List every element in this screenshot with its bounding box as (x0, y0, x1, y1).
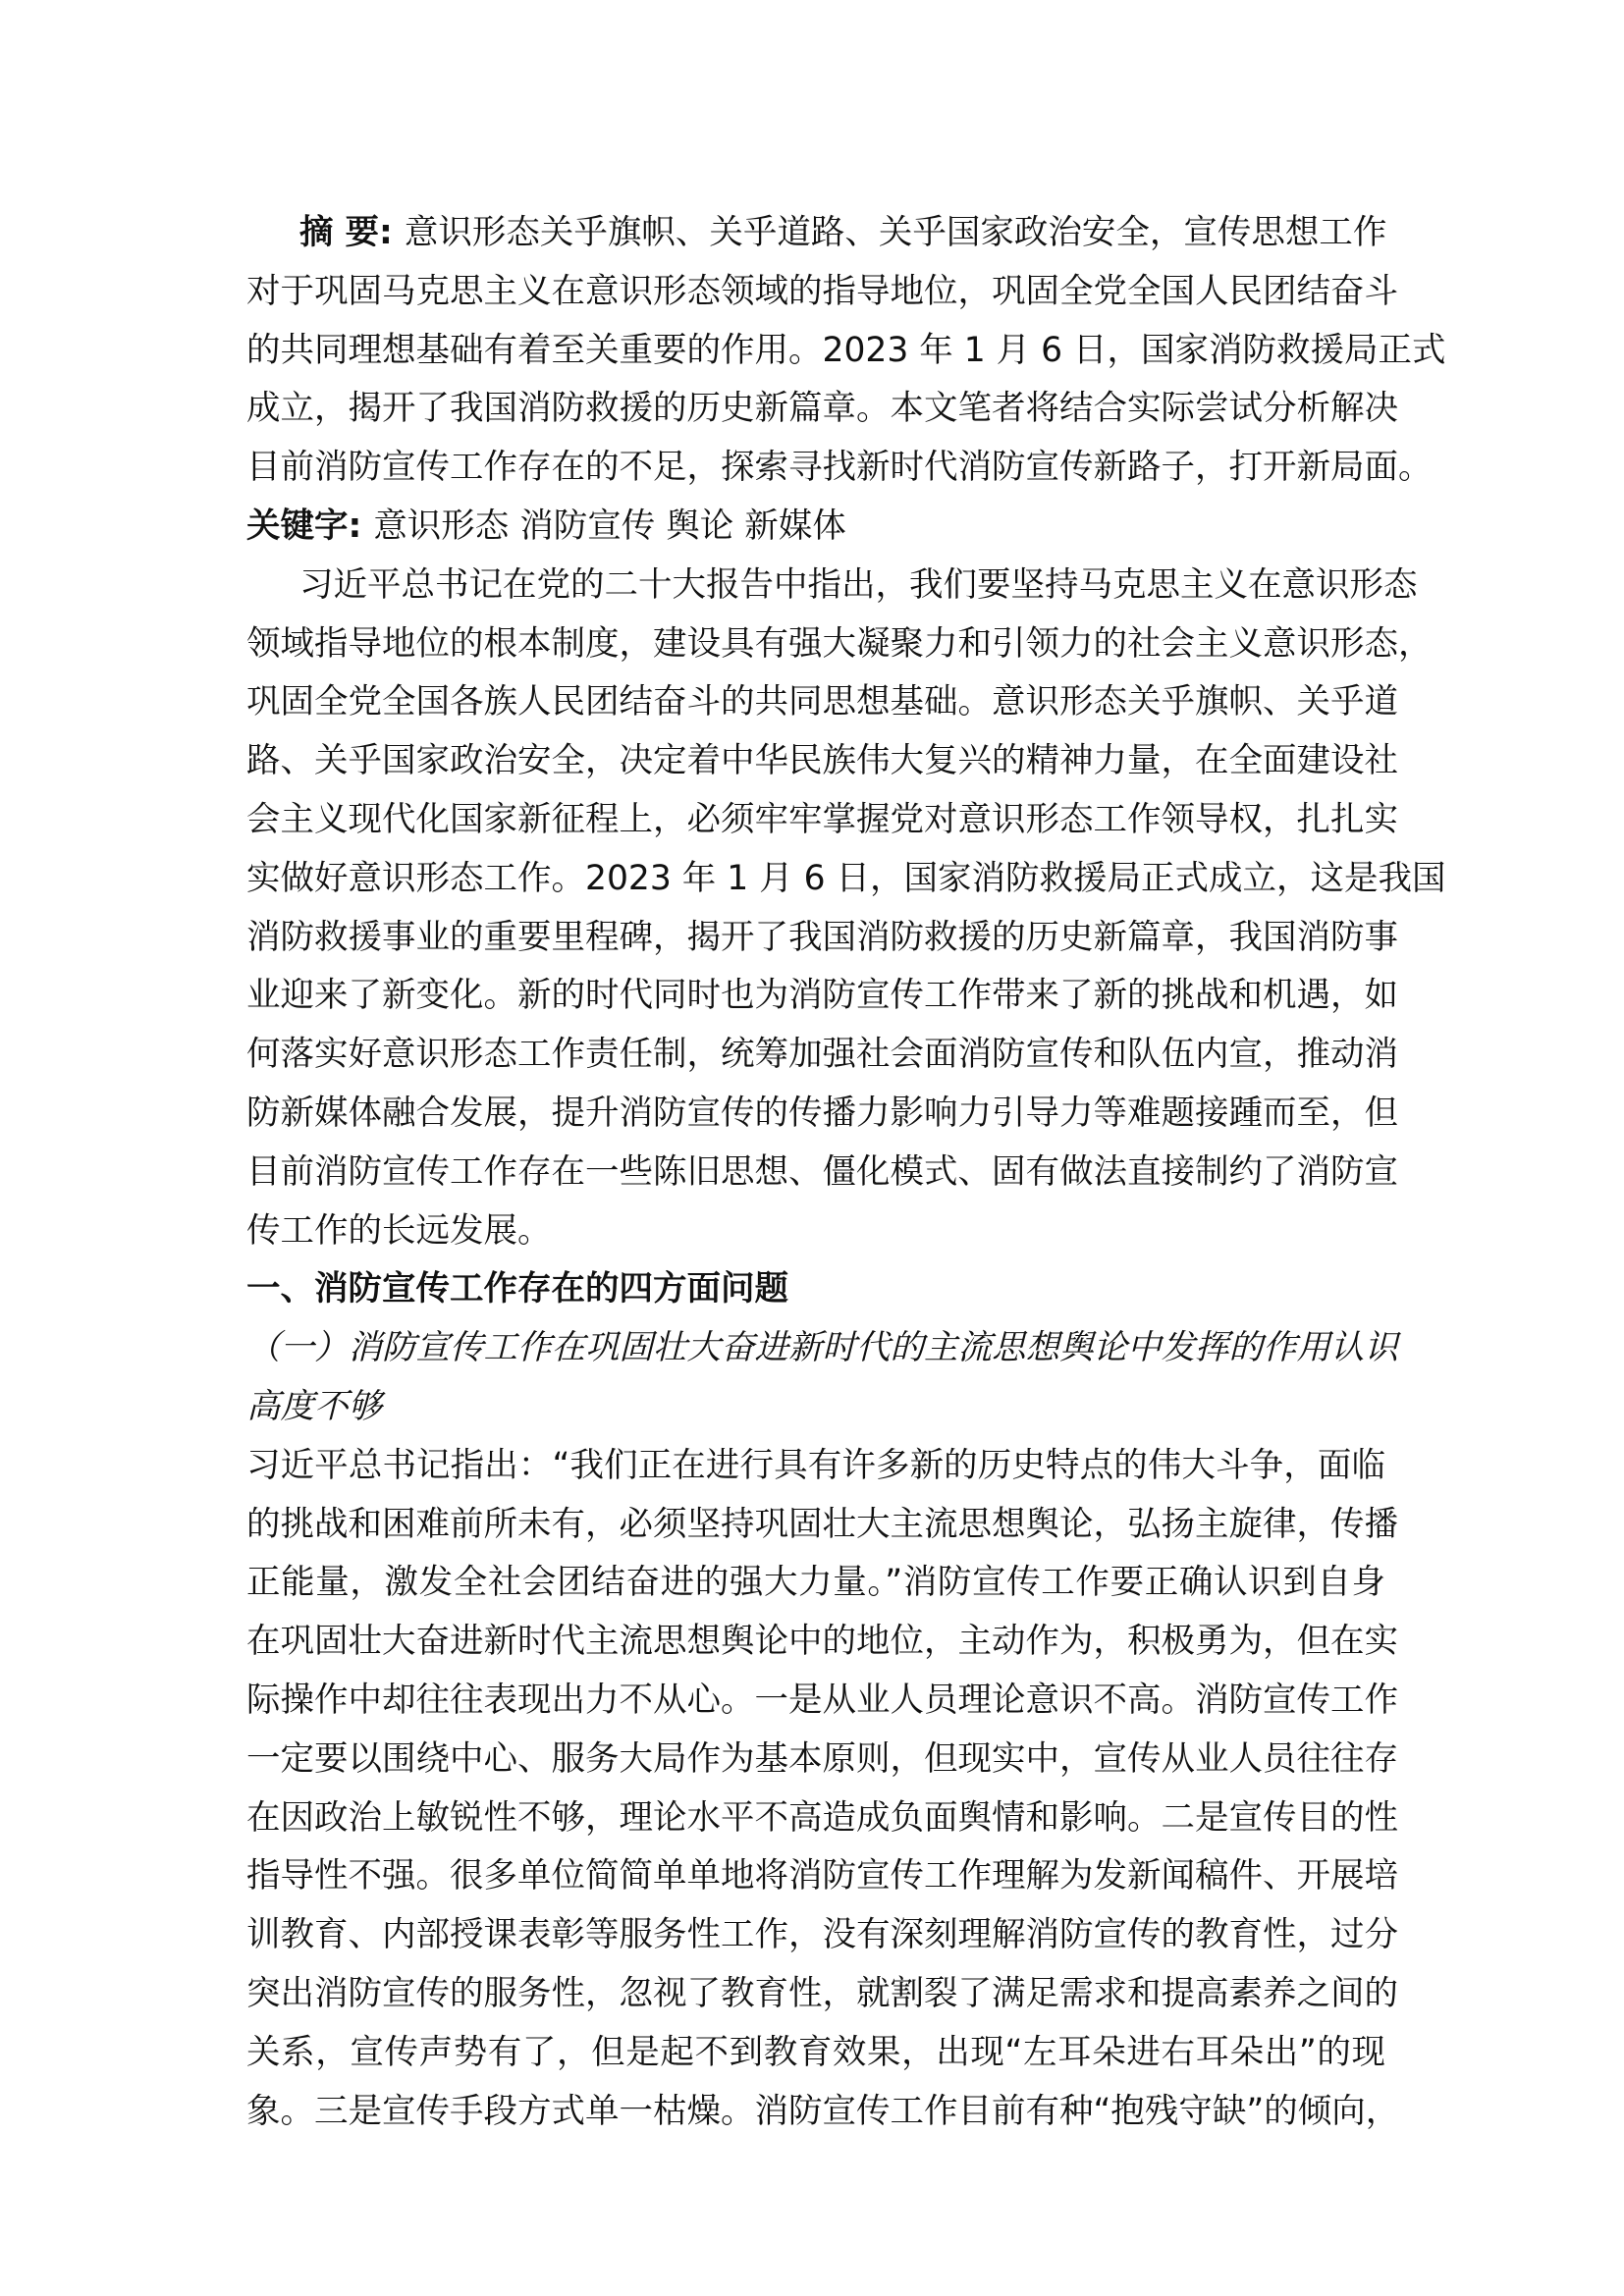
body-paragraph-line: 一定要以围绕中心、服务大局作为基本原则，但现实中，宣传从业人员往往存 (246, 1738, 1398, 1779)
abstract-line: 目前消防宣传工作存在的不足，探索寻找新时代消防宣传新路子，打开新局面。 (246, 448, 1433, 488)
intro-paragraph-line: 巩固全党全国各族人民团结奋斗的共同思想基础。意识形态关乎旗帜、关乎道 (246, 682, 1398, 722)
intro-paragraph-line: 何落实好意识形态工作责任制，统筹加强社会面消防宣传和队伍内宣，推动消 (246, 1035, 1398, 1075)
abstract-line-text: 意识形态关乎旗帜、关乎道路、关乎国家政治安全，宣传思想工作 (404, 213, 1387, 252)
abstract-label: 摘 要: (299, 213, 405, 252)
intro-paragraph-line: 实做好意识形态工作。2023 年 1 月 6 日，国家消防救援局正式成立，这是我国 (246, 858, 1446, 898)
subsection-heading-line: 高度不够 (246, 1387, 382, 1426)
keywords-line-text: 意识形态 消防宣传 舆论 新媒体 (373, 507, 846, 546)
intro-paragraph-line: 会主义现代化国家新征程上，必须牢牢掌握党对意识形态工作领导权，扎扎实 (246, 800, 1398, 839)
body-paragraph-line: 的挑战和困难前所未有，必须坚持巩固壮大主流思想舆论，弘扬主旋律，传播 (246, 1504, 1398, 1544)
intro-paragraph-line: 传工作的长远发展。 (246, 1210, 552, 1251)
abstract-line: 成立，揭开了我国消防救援的历史新篇章。本文笔者将结合实际尝试分析解决 (246, 389, 1398, 429)
intro-paragraph-line: 习近平总书记在党的二十大报告中指出，我们要坚持马克思主义在意识形态 (299, 564, 1418, 605)
body-paragraph-line: 指导性不强。很多单位简简单单地将消防宣传工作理解为发新闻稿件、开展培 (246, 1856, 1398, 1896)
section-heading: 一、消防宣传工作存在的四方面问题 (246, 1269, 788, 1309)
body-paragraph-line: 突出消防宣传的服务性，忽视了教育性，就割裂了满足需求和提高素养之间的 (246, 1974, 1398, 2013)
keywords-label: 关键字: (246, 507, 374, 546)
keywords-line (246, 502, 1385, 551)
intro-paragraph-line: 防新媒体融合发展，提升消防宣传的传播力影响力引导力等难题接踵而至，但 (246, 1094, 1398, 1133)
body-paragraph-line: 在因政治上敏锐性不够，理论水平不高造成负面舆情和影响。二是宣传目的性 (246, 1797, 1398, 1838)
body-paragraph-line: 正能量，激发全社会团结奋进的强大力量。”消防宣传工作要正确认识到自身 (246, 1563, 1385, 1603)
subsection-heading-line: （一）消防宣传工作在巩固壮大奋进新时代的主流思想舆论中发挥的作用认识 (246, 1328, 1398, 1368)
intro-paragraph-line: 业迎来了新变化。新的时代同时也为消防宣传工作带来了新的挑战和机遇，如 (246, 976, 1398, 1016)
body-paragraph-line: 关系，宣传声势有了，但是起不到教育效果，出现“左耳朵进右耳朵出”的现 (246, 2032, 1385, 2072)
body-paragraph-line: 习近平总书记指出：“我们正在进行具有许多新的历史特点的伟大斗争，面临 (246, 1445, 1385, 1485)
intro-paragraph-line: 领域指导地位的根本制度，建设具有强大凝聚力和引领力的社会主义意识形态， (246, 623, 1433, 664)
abstract-line: 的共同理想基础有着至关重要的作用。2023 年 1 月 6 日，国家消防救援局正式 (246, 330, 1446, 370)
body-paragraph-line: 际操作中却往往表现出力不从心。一是从业人员理论意识不高。消防宣传工作 (246, 1681, 1398, 1720)
intro-paragraph-line: 目前消防宣传工作存在一些陈旧思想、僵化模式、固有做法直接制约了消防宣 (246, 1151, 1398, 1192)
intro-paragraph-line: 消防救援事业的重要里程碑，揭开了我国消防救援的历史新篇章，我国消防事 (246, 917, 1398, 957)
intro-paragraph-line: 路、关乎国家政治安全，决定着中华民族伟大复兴的精神力量，在全面建设社 (246, 741, 1398, 781)
abstract-line (246, 208, 1385, 257)
body-paragraph-line: 训教育、内部授课表彰等服务性工作，没有深刻理解消防宣传的教育性，过分 (246, 1915, 1398, 1955)
body-paragraph-line: 在巩固壮大奋进新时代主流思想舆论中的地位，主动作为，积极勇为，但在实 (246, 1622, 1398, 1662)
body-paragraph-line: 象。三是宣传手段方式单一枯燥。消防宣传工作目前有种“抱残守缺”的倾向， (246, 2091, 1400, 2131)
abstract-line: 对于巩固马克思主义在意识形态领域的指导地位，巩固全党全国人民团结奋斗 (246, 271, 1398, 311)
